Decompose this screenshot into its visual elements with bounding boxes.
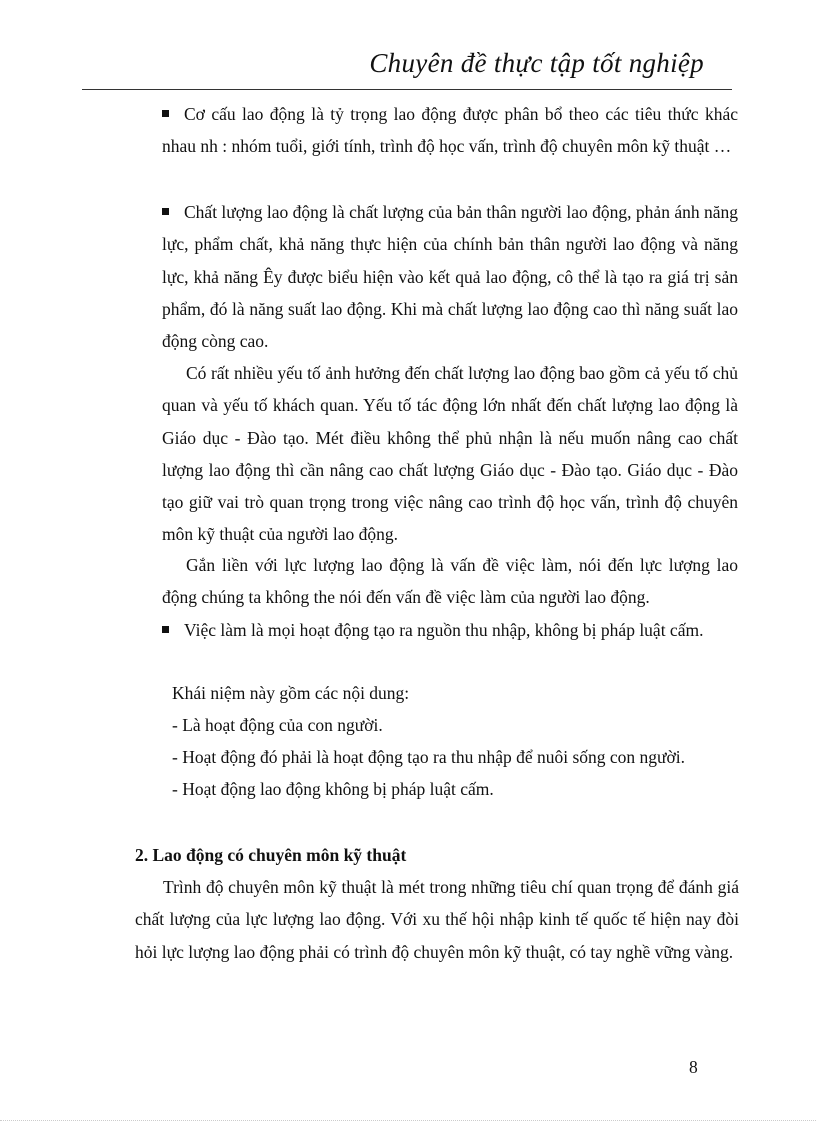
concept-item: - Hoạt động lao động không bị pháp luật cấm. bbox=[172, 779, 494, 799]
concept-item: - Hoạt động đó phải là hoạt động tạo ra thu nhập để nuôi sống con người. bbox=[172, 747, 686, 767]
section-heading: 2. Lao động có chuyên môn kỹ thuật bbox=[135, 845, 407, 865]
bullet-item-employment-definition bbox=[162, 614, 722, 646]
running-header-title: Chuyên đề thực tập tốt nghiệp bbox=[369, 48, 704, 78]
paragraph-employment-intro: Gắn liền với lực lượng lao động là vấn đề việc làm, nói đến lực lượng lao động chúng ta không the nói đến vấn đề việc làm của người lao động. bbox=[162, 555, 738, 608]
square-bullet-icon bbox=[162, 110, 169, 117]
bullet-item-labour-structure bbox=[162, 98, 738, 163]
bullet-item-labour-quality bbox=[162, 196, 738, 357]
square-bullet-icon bbox=[162, 208, 169, 215]
concept-item: - Là hoạt động của con người. bbox=[172, 715, 383, 735]
bullet-text: Cơ cấu lao động là tỷ trọng lao động được phân bổ theo các tiêu thức khác nhau nh : nhóm tuổi, giới tính, trình độ học vấn, trình độ chuyên môn kỹ thuật … bbox=[162, 104, 738, 157]
page-bottom-edge bbox=[0, 1120, 816, 1121]
paragraph-education-training: Có rất nhiều yếu tố ảnh hưởng đến chất lượng lao động bao gồm cả yếu tố chủ quan và yếu tố khách quan. Yếu tố tác động lớn nhất đến chất lượng lao động là Giáo dục - Đào tạo. Mét điều không thể phủ nhận là nếu muốn nâng cao chất lượng lao động thì cần nâng cao chất lượng Giáo dục - Đào tạo. Giáo dục - Đào tạo giữ vai trò quan trọng trong việc nâng cao trình độ học vấn, trình độ chuyên môn kỹ thuật của người lao động. bbox=[162, 363, 738, 545]
page-number: 8 bbox=[689, 1057, 698, 1077]
paragraph-technical-skills: Trình độ chuyên môn kỹ thuật là mét trong những tiêu chí quan trọng để đánh giá chất lượng của lực lượng lao động. Với xu thế hội nhập kinh tế quốc tế hiện nay đòi hỏi lực lượng lao động phải có trình độ chuyên môn kỹ thuật, có tay nghề vững vàng. bbox=[135, 877, 739, 962]
bullet-text: Việc làm là mọi hoạt động tạo ra nguồn thu nhập, không bị pháp luật cấm. bbox=[184, 620, 704, 640]
bullet-text: Chất lượng lao động là chất lượng của bản thân người lao động, phản ánh năng lực, phẩm chất, khả năng thực hiện của chính bản thân người lao động và năng lực, khả năng Êy được biểu hiện vào kết quả lao động, cô thể là tạo ra giá trị sản phẩm, đó là năng suất lao động. Khi mà chất lượng lao động cao thì năng suất lao động còng cao. bbox=[162, 202, 738, 352]
concept-intro: Khái niệm này gồm các nội dung: bbox=[172, 683, 410, 703]
square-bullet-icon bbox=[162, 626, 169, 633]
header-divider bbox=[82, 89, 732, 90]
